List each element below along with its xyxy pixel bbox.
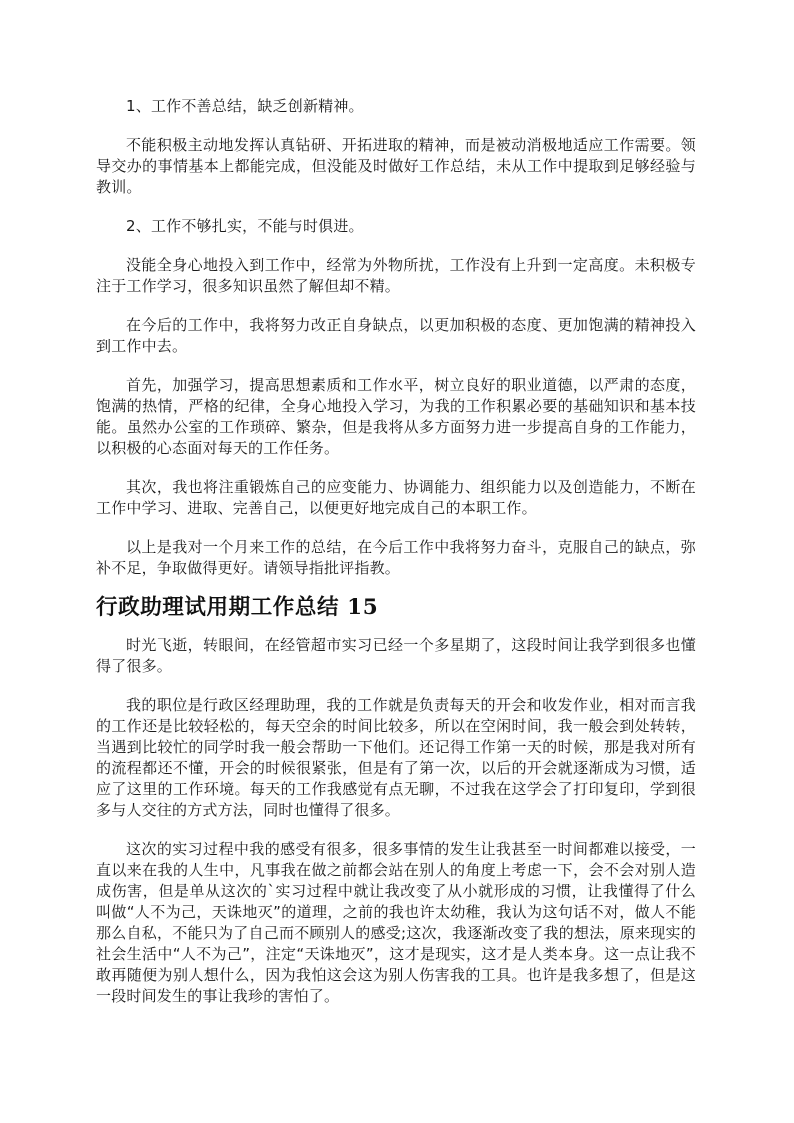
paragraph: 以上是我对一个月来工作的总结，在今后工作中我将努力奋斗，克服自己的缺点，弥补不足，争取做得更好。请领导指批评指教。 xyxy=(96,538,696,577)
paragraph: 在今后的工作中，我将努力改正自身缺点，以更加积极的态度、更加饱满的精神投入到工作中去。 xyxy=(96,316,696,355)
paragraph: 1、工作不善总结，缺乏创新精神。 xyxy=(126,97,364,115)
paragraph: 首先，加强学习，提高思想素质和工作水平，树立良好的职业道德，以严肃的态度，饱满的热情，严格的纪律，全身心地投入学习，为我的工作积累必要的基础知识和基本技能。虽然办公室的工作琐碎、繁杂，但是我将从多方面努力进一步提高自身的工作能力，以积极的心态面对每天的工作任务。 xyxy=(96,376,696,457)
paragraph: 没能全身心地投入到工作中，经常为外物所扰，工作没有上升到一定高度。未积极专注于工作学习，很多知识虽然了解但却不精。 xyxy=(96,256,696,295)
paragraph: 我的职位是行政区经理助理，我的工作就是负责每天的开会和收发作业，相对而言我的工作还是比较轻松的，每天空余的时间比较多，所以在空闲时间，我一般会到处转转，当遇到比较忙的同学时我一般会帮助一下他们。还记得工作第一天的时候，那是我对所有的流程都还不懂，开会的时候很紧张，但是有了第一次，以后的开会就逐渐成为习惯，适应了这里的工作环境。每天的工作我感觉有点无聊，不过我在这学会了打印复印，学到很多与人交往的方式方法，同时也懂得了很多。 xyxy=(96,696,696,819)
document-page xyxy=(96,96,696,1007)
section-heading: 行政助理试用期工作总结 15 xyxy=(96,595,379,620)
paragraph: 2、工作不够扎实，不能与时俱进。 xyxy=(126,217,364,235)
paragraph: 不能积极主动地发挥认真钻研、开拓进取的精神，而是被动消极地适应工作需要。领导交办的事情基本上都能完成，但没能及时做好工作总结，未从工作中提取到足够经验与教训。 xyxy=(96,136,696,196)
paragraph: 时光飞逝，转眼间，在经管超市实习已经一个多星期了，这段时间让我学到很多也懂得了很多。 xyxy=(96,636,696,675)
paragraph: 这次的实习过程中我的感受有很多，很多事情的发生让我甚至一时间都难以接受，一直以来在我的人生中，凡事我在做之前都会站在别人的角度上考虑一下，会不会对别人造成伤害，但是单从这次的`实习过程中就让我改变了从小就形成的习惯，让我懂得了什么叫做“人不为己，天诛地灭”的道理，之前的我也许太幼稚，我认为这句话不对，做人不能那么自私，不能只为了自己而不顾别人的感受;这次，我逐渐改变了我的想法，原来现实的社会生活中“人不为己”，注定“天诛地灭”，这才是现实，这才是人类本身。这一点让我不敢再随便为别人想什么，因为我怕这会这为别人伤害我的工具。也许是我多想了，但是这一段时间发生的事让我珍的害怕了。 xyxy=(96,840,696,1005)
paragraph: 其次，我也将注重锻炼自己的应变能力、协调能力、组织能力以及创造能力，不断在工作中学习、进取、完善自己，以便更好地完成自己的本职工作。 xyxy=(96,478,696,517)
